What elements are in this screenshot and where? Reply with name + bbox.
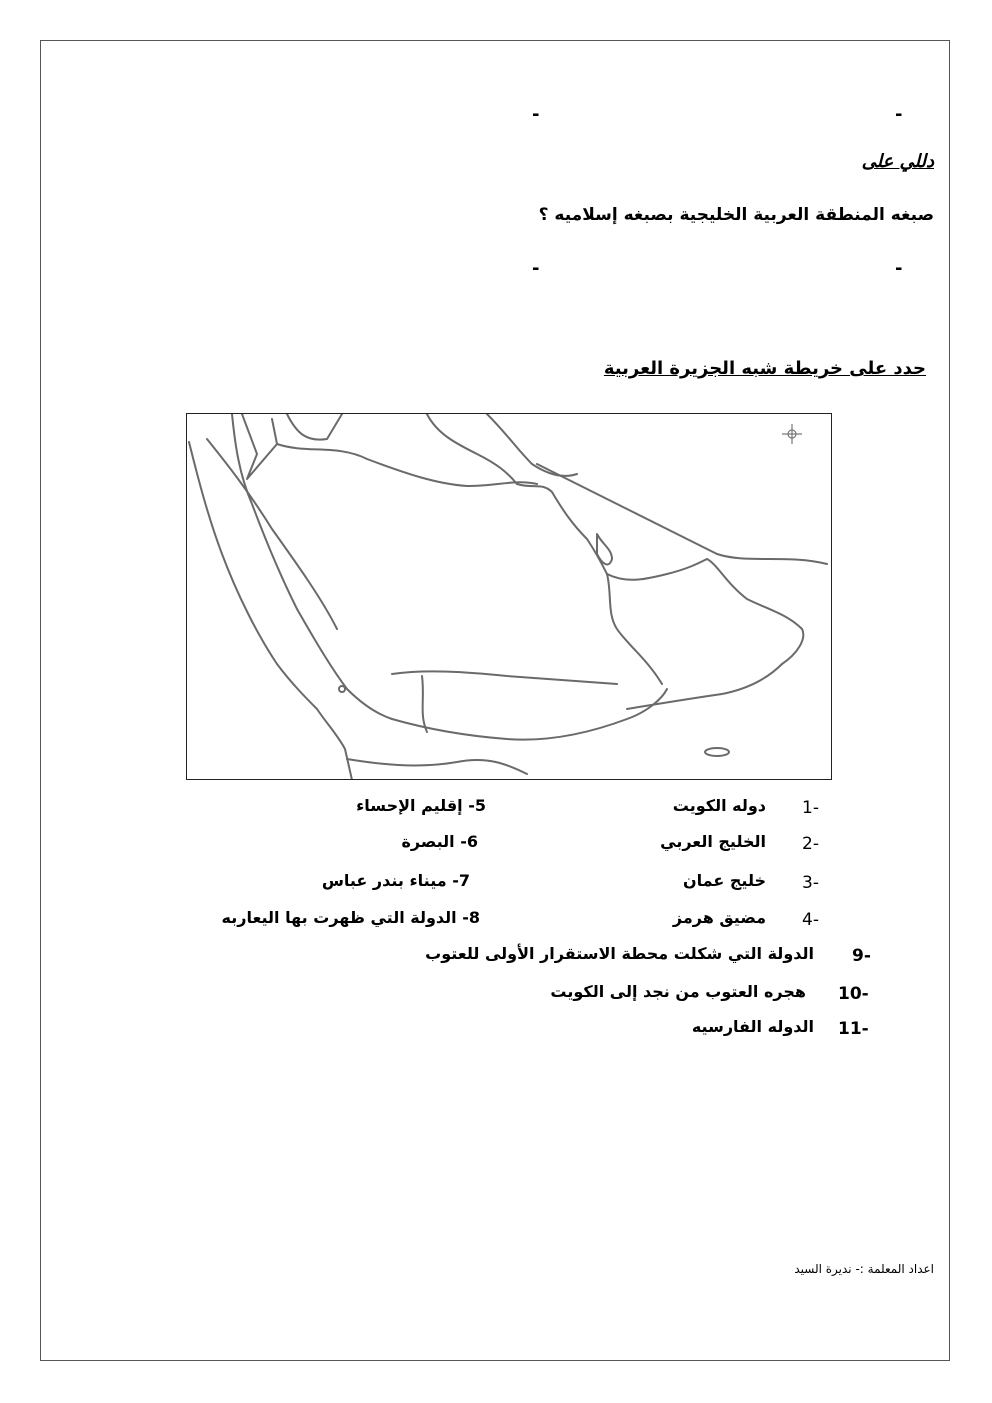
author-credit: اعداد المعلمة :- نديرة السيد: [794, 1262, 934, 1276]
item-5-label: 5- إقليم الإحساء: [356, 796, 486, 815]
top-dash-right: -: [895, 104, 903, 125]
item-1-label: دوله الكويت: [672, 796, 766, 815]
item-3-label: خليج عمان: [682, 871, 766, 890]
item-2-number: 2-: [802, 834, 819, 854]
item-4-label: مضيق هرمز: [672, 908, 766, 927]
top-dash-left: -: [532, 104, 540, 125]
arabian-peninsula-map: [186, 413, 832, 780]
item-10-number: 10-: [838, 984, 869, 1004]
item-8-label: 8- الدولة التي ظهرت بها اليعاربه: [221, 908, 480, 927]
compass-rose: [782, 424, 802, 444]
prompt-heading: دللي على: [861, 151, 934, 172]
item-1-number: 1-: [802, 798, 819, 818]
item-6-label: 6- البصرة: [401, 832, 478, 851]
item-11-number: 11-: [838, 1019, 869, 1039]
item-4-number: 4-: [802, 910, 819, 930]
question-text: صبغه المنطقة العربية الخليجية بصبغه إسلاميه ؟: [538, 205, 934, 225]
item-10-label: هجره العتوب من نجد إلى الكويت: [550, 982, 806, 1001]
map-heading: حدد على خريطة شبه الجزيرة العربية: [603, 358, 926, 379]
item-2-label: الخليج العربي: [660, 832, 766, 851]
map-outline-svg: [187, 414, 832, 780]
item-9-number: 9-: [852, 946, 871, 966]
item-7-label: 7- ميناء بندر عباس: [321, 871, 470, 890]
item-9-label: الدولة التي شكلت محطة الاستقرار الأولى للعتوب: [425, 944, 814, 963]
item-3-number: 3-: [802, 873, 819, 893]
answer-dash-left: -: [532, 258, 540, 279]
item-11-label: الدوله الفارسيه: [691, 1017, 814, 1036]
answer-dash-right: -: [895, 258, 903, 279]
